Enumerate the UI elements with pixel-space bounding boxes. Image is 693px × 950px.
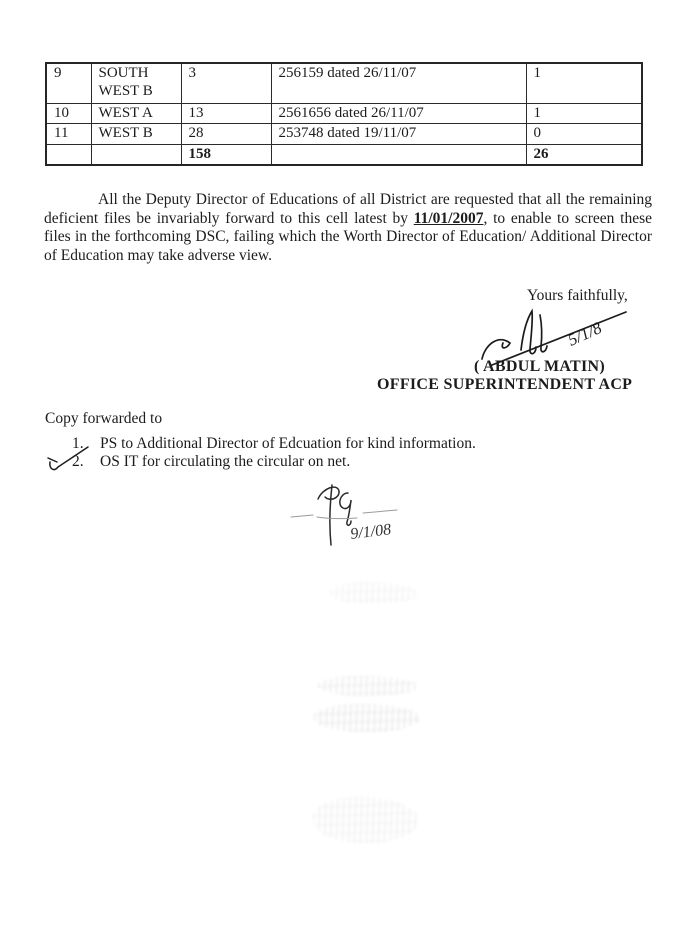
cell-district: WEST A <box>91 103 181 124</box>
bleed-through-smudge <box>330 582 418 604</box>
bleed-through-smudge <box>318 676 418 696</box>
bleed-through-smudge <box>313 797 419 843</box>
table-total-row <box>46 144 642 165</box>
cell-empty <box>271 144 526 165</box>
cell-reference: 256159 dated 26/11/07 <box>271 63 526 103</box>
cell-total-count: 26 <box>526 144 642 165</box>
copy-item-2 <box>72 453 350 471</box>
cell-serial: 10 <box>46 103 91 124</box>
cell-count: 1 <box>526 103 642 124</box>
paragraph-text-after: , to enable to screen these files in the forthcoming DSC, failing which the Worth Director of Education/ Additional Director of Education may take adverse view. <box>44 209 652 264</box>
table-row <box>46 124 642 145</box>
cell-files: 3 <box>181 63 271 103</box>
cell-serial: 11 <box>46 124 91 145</box>
signatory-title: OFFICE SUPERINTENDENT ACP <box>377 376 633 393</box>
copy-item-text: PS to Additional Director of Edcuation for kind information. <box>100 435 476 452</box>
copy-item-number: 1. <box>72 435 84 452</box>
deadline-date: 11/01/2007 <box>413 209 484 227</box>
body-paragraph <box>44 191 652 265</box>
handwritten-tick-mark <box>46 438 92 474</box>
district-files-table <box>45 62 643 166</box>
signature-date-handwritten: 5/1/8 <box>564 318 605 350</box>
copy-forwarded-heading: Copy forwarded to <box>45 410 163 427</box>
noting-date-handwritten: 9/1/08 <box>349 521 393 543</box>
copy-item-text: OS IT for circulating the circular on net. <box>100 453 351 470</box>
copy-item-number: 2. <box>72 453 84 470</box>
paragraph-text-before: All the Deputy Director of Educations of all District are requested that all the remaining deficient files be invariably forward to this cell latest by <box>44 191 652 227</box>
cell-files: 28 <box>181 124 271 145</box>
cell-district: SOUTH WEST B <box>91 63 181 103</box>
handwritten-initial-scribble <box>285 479 420 553</box>
cell-files: 13 <box>181 103 271 124</box>
cell-total-files: 158 <box>181 144 271 165</box>
bleed-through-smudge <box>314 704 420 732</box>
cell-serial: 9 <box>46 63 91 103</box>
cell-district: WEST B <box>91 124 181 145</box>
cell-reference: 253748 dated 19/11/07 <box>271 124 526 145</box>
cell-reference: 2561656 dated 26/11/07 <box>271 103 526 124</box>
copy-item-1 <box>72 435 476 453</box>
cell-empty <box>46 144 91 165</box>
cell-count: 0 <box>526 124 642 145</box>
table-row <box>46 103 642 124</box>
cell-count: 1 <box>526 63 642 103</box>
cell-empty <box>91 144 181 165</box>
signatory-name: ( ABDUL MATIN) <box>474 358 606 375</box>
table-row <box>46 63 642 103</box>
closing-salutation: Yours faithfully, <box>527 287 628 304</box>
